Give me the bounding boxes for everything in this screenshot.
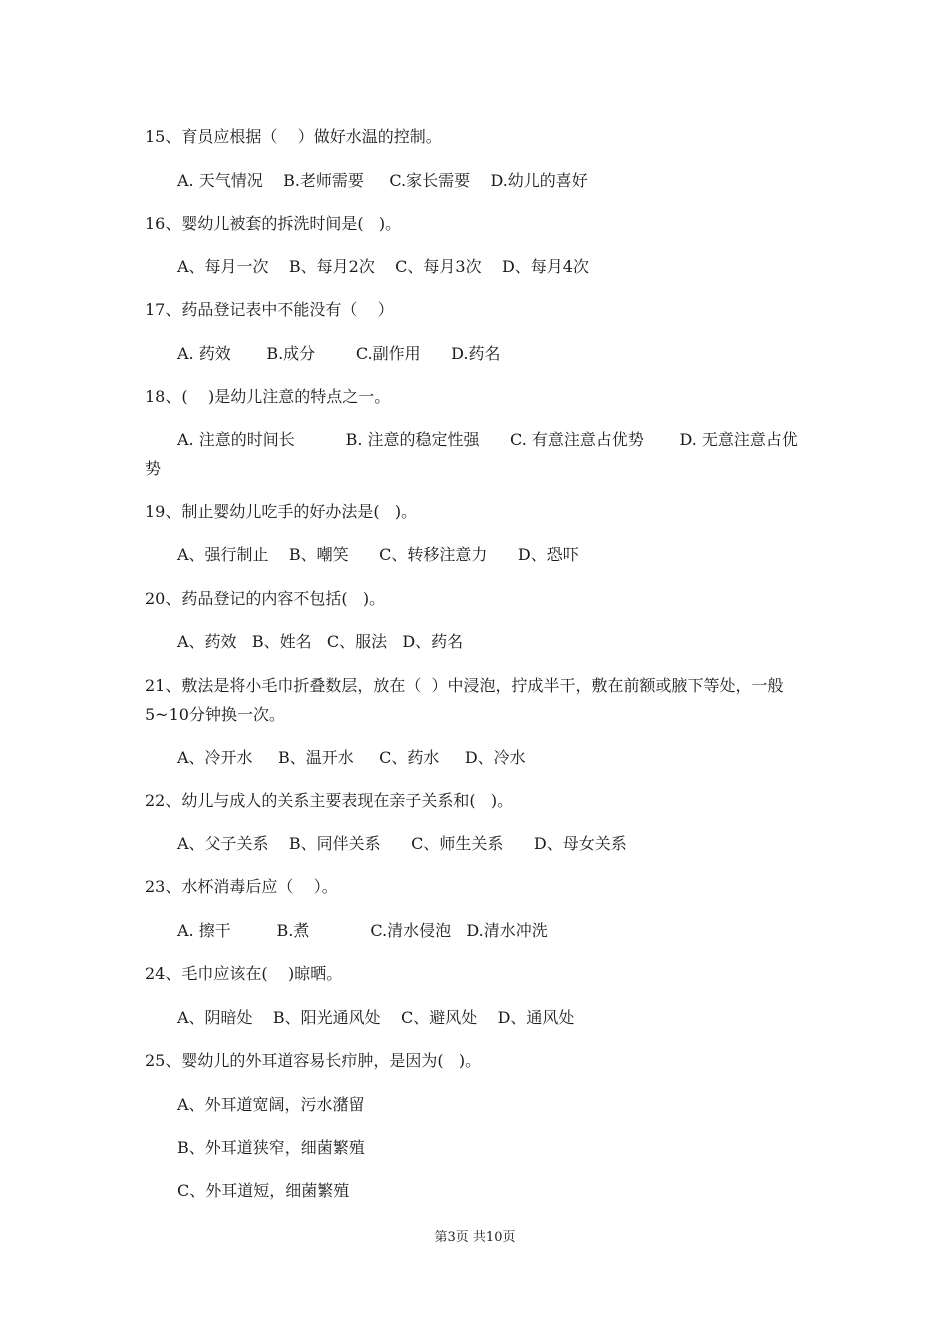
question-18: 18、( )是幼儿注意的特点之一。 — [145, 387, 391, 406]
question-23-options: A. 擦干 B.煮 C.清水侵泡 D.清水冲洗 — [177, 921, 548, 940]
question-21-options: A、冷开水 B、温开水 C、药水 D、冷水 — [177, 748, 526, 767]
page-footer: 第3页 共10页 — [434, 1230, 516, 1245]
question-25: 25、婴幼儿的外耳道容易长疖肿，是因为( )。 — [145, 1051, 482, 1070]
question-23: 23、水杯消毒后应（ ）。 — [145, 877, 338, 896]
question-19-options: A、强行制止 B、嘲笑 C、转移注意力 D、恐吓 — [177, 545, 579, 564]
question-24: 24、毛巾应该在( )晾晒。 — [145, 964, 343, 983]
question-16-options: A、每月一次 B、每月2次 C、每月3次 D、每月4次 — [177, 257, 589, 276]
question-25-option-a: A、外耳道宽阔，污水潴留 — [177, 1095, 365, 1114]
question-25-option-c: C、外耳道短，细菌繁殖 — [177, 1181, 350, 1200]
question-20-options: A、药效 B、姓名 C、服法 D、药名 — [177, 632, 464, 651]
question-25-option-b: B、外耳道狭窄，细菌繁殖 — [177, 1138, 365, 1157]
question-21: 21、敷法是将小毛巾折叠数层，放在（ ）中浸泡，拧成半干，敷在前额或腋下等处，一般5~10分钟换一次。 — [145, 676, 784, 724]
question-24-options: A、阴暗处 B、阳光通风处 C、避风处 D、通风处 — [177, 1008, 575, 1027]
question-22: 22、幼儿与成人的关系主要表现在亲子关系和( )。 — [145, 791, 514, 810]
question-15-options: A. 天气情况 B.老师需要 C.家长需要 D.幼儿的喜好 — [177, 171, 588, 190]
question-20: 20、药品登记的内容不包括( )。 — [145, 589, 386, 608]
question-17-options: A. 药效 B.成分 C.副作用 D.药名 — [177, 344, 501, 363]
question-15: 15、育员应根据（ ）做好水温的控制。 — [145, 127, 442, 146]
question-22-options: A、父子关系 B、同伴关系 C、师生关系 D、母女关系 — [177, 834, 627, 853]
question-18-options: A. 注意的时间长 B. 注意的稳定性强 C. 有意注意占优势 D. 无意注意占优势 — [145, 430, 798, 478]
question-16: 16、婴幼儿被套的拆洗时间是( )。 — [145, 214, 402, 233]
question-17: 17、药品登记表中不能没有（ ） — [145, 300, 394, 319]
question-19: 19、制止婴幼儿吃手的好办法是( )。 — [145, 502, 418, 521]
